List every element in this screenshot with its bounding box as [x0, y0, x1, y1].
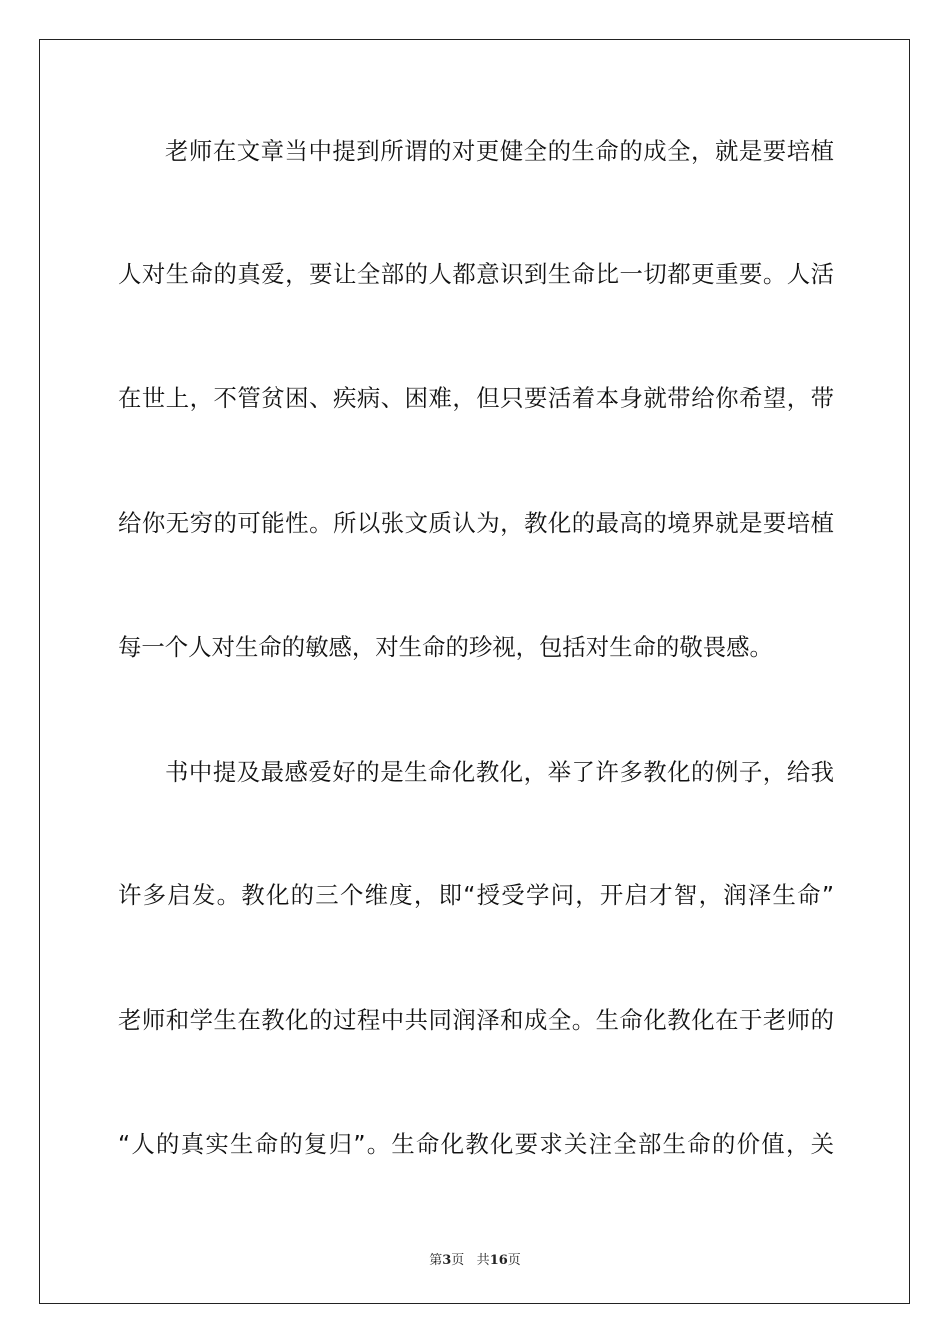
paragraph-1-line-2: 人对生命的真爱，要让全部的人都意识到生命比一切都更重要。人活	[118, 260, 834, 288]
footer-total-suffix: 页	[507, 1253, 521, 1268]
paragraph-1-line-1: 老师在文章当中提到所谓的对更健全的生命的成全，就是要培植	[165, 137, 834, 165]
paragraph-1-line-3: 在世上，不管贫困、疾病、困难，但只要活着本身就带给你希望，带	[118, 384, 834, 412]
page-border	[39, 39, 910, 1304]
paragraph-1-line-5: 每一个人对生命的敏感，对生命的珍视，包括对生命的敬畏感。	[118, 633, 773, 661]
paragraph-2-line-2: 许多启发。教化的三个维度，即“授受学问，开启才智，润泽生命”	[118, 881, 834, 909]
paragraph-2-line-1: 书中提及最感爱好的是生命化教化，举了许多教化的例子，给我	[165, 758, 834, 786]
footer-total-prefix: 共	[476, 1253, 490, 1268]
footer-total-pages: 16	[489, 1253, 508, 1268]
footer-page-number: 3	[442, 1253, 452, 1268]
paragraph-2-line-3: 老师和学生在教化的过程中共同润泽和成全。生命化教化在于老师的	[118, 1006, 834, 1034]
footer-page-prefix: 第	[429, 1253, 443, 1268]
paragraph-2-line-4: “人的真实生命的复归”。生命化教化要求关注全部生命的价值，关	[118, 1130, 834, 1158]
paragraph-1-line-4: 给你无穷的可能性。所以张文质认为，教化的最高的境界就是要培植	[118, 509, 834, 537]
page-footer	[0, 1249, 950, 1268]
footer-page-suffix: 页	[451, 1253, 465, 1268]
